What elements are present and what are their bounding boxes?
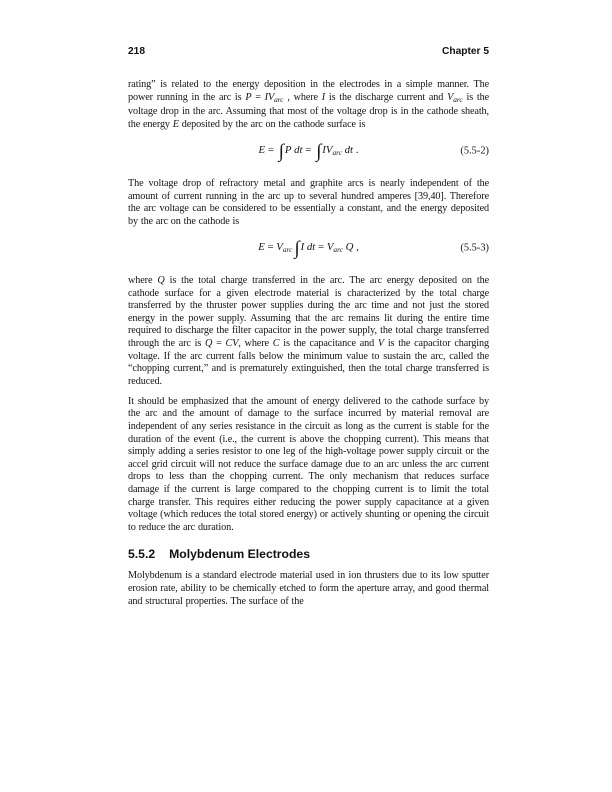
running-head: Chapter 5 (442, 46, 489, 57)
text-block (128, 79, 489, 608)
equation-5-5-2-body: E = ∫P dt = $\int IV_{arc}$ dt . (258, 141, 359, 163)
page-number: 218 (128, 46, 145, 57)
paragraph-voltage-drop: The voltage drop of refractory metal and graphite arcs is nearly independent of the amount of current running in the arc up to several hundred amperes [39,40]. Therefore the arc voltage can be considered to be essentially a constant, and the energy deposited by the arc on the cathode is (128, 178, 489, 227)
section-heading-5-5-2 (128, 547, 489, 561)
paragraph-total-charge: where Q is the total charge transferred in the arc. The arc energy deposited on the cathode surface for a given electrode material is characterized by the total charge transferred by the thruster power supplies during the arc time and not just the stored energy in the power supply. Assuming that the arc remains lit during the entire time required to discharge the filter capacitor in the power supply, the total charge transferred through the arc is Q = CV, where C is the capacitance and V is the capacitor charging voltage. If the arc current falls below the minimum value to sustain the arc, called the “chopping current,” and is prematurely extinguished, then the total charge transferred is reduced. (128, 274, 489, 387)
equation-5-5-3-number: (5.5-3) (460, 242, 489, 254)
equation-5-5-2 (128, 139, 489, 165)
equation-5-5-3-body: $E = V_{arc}$ ∫I dt = $V_{arc}$ Q , (258, 238, 359, 260)
page-header (128, 46, 489, 57)
paragraph-molybdenum: Molybdenum is a standard electrode material used in ion thrusters due to its low sputter erosion rate, ability to be chemically etched to form the aperture array, and good thermal and structural properties. The surface of the (128, 570, 489, 607)
section-title: Molybdenum Electrodes (169, 547, 310, 562)
equation-5-5-3 (128, 236, 489, 262)
equation-5-5-2-number: (5.5-2) (460, 145, 489, 157)
paragraph-energy-damage: It should be emphasized that the amount of energy delivered to the cathode surface by the arc and the amount of damage to the surface incurred by material removal are independent of any series resistance in the circuit as long as the current is stable for the duration of the event (i.e., the current is above the chopping current). This means that simply adding a series resistor to one leg of the high-voltage power supply circuit or the accel grid circuit will not reduce the surface damage due to an arc unless the arc current drops to less than the chopping current. The only mechanism that reduces surface damage if the current is large compared to the chopping current is to limit the total charge transfer. This requires either reducing the power supply capacitance at a given voltage (which reduces the total stored energy) or actively shunting or opening the circuit to reduce the arc duration. (128, 395, 489, 533)
paragraph-arc-energy-rating: rating” is related to the energy deposition in the electrodes in a simple manner. The power running in the arc is $P = IV_{arc}$ , where I is the discharge current and $V_{arc}$ is the voltage drop in the arc. Assuming that most of the voltage drop is in the cathode sheath, the energy E deposited by the arc on the cathode surface is (128, 79, 490, 130)
section-number: 5.5.2 (128, 547, 156, 562)
